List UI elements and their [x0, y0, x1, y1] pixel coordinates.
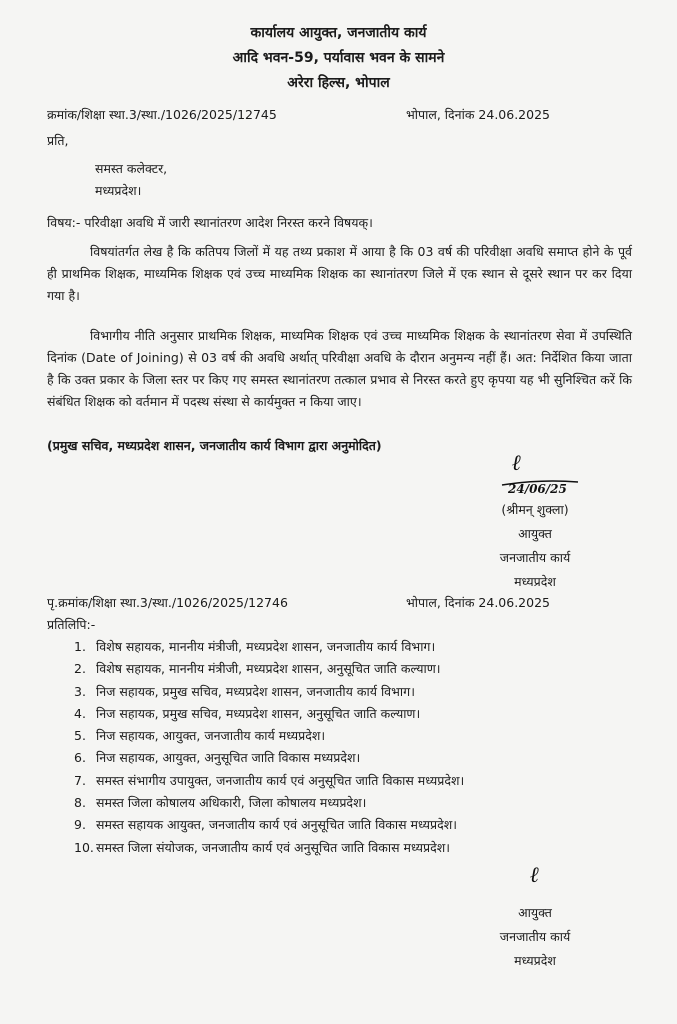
list-item: 1. विशेष सहायक, माननीय मंत्रीजी, मध्यप्रदेश शासन, जनजातीय कार्य विभाग।: [74, 639, 436, 654]
subject-line: विषय:- परिवीक्षा अवधि में जारी स्थानांतरण आदेश निरस्त करने विषयक्।: [47, 215, 373, 230]
endorsement-date: भोपाल, दिनांक 24.06.2025: [406, 595, 550, 610]
copy-to-label: प्रतिलिपि:-: [47, 617, 96, 632]
list-item: 3. निज सहायक, प्रमुख सचिव, मध्यप्रदेश शासन, जनजातीय कार्य विभाग।: [74, 683, 415, 699]
list-item: 7. समस्त संभागीय उपायुक्त, जनजातीय कार्य एवं अनुसूचित जाति विकास मध्यप्रदेश।: [74, 772, 465, 788]
body-paragraph-2: विभागीय नीति अनुसार प्राथमिक शिक्षक, माध्यमिक शिक्षक एवं उच्च माध्यमिक शिक्षक के स्थानांतरण सेवा में उपस्थिति दिनांक (Date of Joining) से 03 वर्ष की अवधि अर्थात् परिवीक्षा अवधि के दौरान अनुमन्य नहीं हैं। अत: निर्देशित किया जाता है कि उक्त प्रकार के जिला स्तर पर किए गए समस्त स्थानांतरण तत्काल प्रभाव से निरस्त करते हुए कृपया यह भी सुनिश्चित करें कि संबंधित शिक्षक को वर्तमान में पदस्थ संस्था से कार्यमुक्त न किया जाए।: [47, 328, 632, 409]
endorsement-number: पृ.क्रमांक/शिक्षा स्था.3/स्था./1026/2025/12746: [47, 595, 288, 610]
office-city: अरेरा हिल्स, भोपाल: [287, 75, 390, 91]
list-item: 4. निज सहायक, प्रमुख सचिव, मध्यप्रदेश शासन, अनुसूचित जाति कल्याण।: [74, 705, 421, 721]
office-title: कार्यालय आयुक्त, जनजातीय कार्य: [250, 25, 427, 41]
approval-note: (प्रमुख सचिव, मध्यप्रदेश शासन, जनजातीय कार्य विभाग द्वारा अनुमोदित): [47, 438, 382, 453]
list-item: 2. विशेष सहायक, माननीय मंत्रीजी, मध्यप्रदेश शासन, अनुसूचित जाति कल्याण।: [74, 661, 441, 677]
reference-number: क्रमांक/शिक्षा स्था.3/स्था./1026/2025/12745: [47, 107, 277, 122]
signatory-block-2: [470, 901, 600, 973]
reference-date: भोपाल, दिनांक 24.06.2025: [406, 107, 550, 122]
signature-underline: [500, 477, 580, 487]
signatory-designation: आयुक्त: [518, 526, 552, 541]
signatory-state: मध्यप्रदेश: [514, 574, 556, 589]
list-item: 9. समस्त सहायक आयुक्त, जनजातीय कार्य एवं अनुसूचित जाति विकास मध्यप्रदेश।: [74, 817, 457, 833]
list-item: 10. समस्त जिला संयोजक, जनजातीय कार्य एवं अनुसूचित जाति विकास मध्यप्रदेश।: [74, 839, 450, 855]
signatory-block-1: [470, 498, 600, 594]
list-item: 8. समस्त जिला कोषालय अधिकारी, जिला कोषालय मध्यप्रदेश।: [74, 795, 367, 811]
signature-mark: ℓ: [512, 450, 522, 476]
list-item: 5. निज सहायक, आयुक्त, जनजातीय कार्य मध्यप्रदेश।: [74, 728, 326, 744]
signatory-department-2: जनजातीय कार्य: [499, 929, 571, 944]
list-item: 6. निज सहायक, आयुक्त, अनुसूचित जाति विकास मध्यप्रदेश।: [74, 750, 361, 766]
office-address: आदि भवन-59, पर्यावास भवन के सामने: [232, 50, 445, 66]
signatory-designation-2: आयुक्त: [518, 905, 552, 920]
addressee-prefix: प्रति,: [47, 133, 69, 148]
signature-date: 24/06/25: [508, 482, 567, 496]
signatory-state-2: मध्यप्रदेश: [514, 953, 556, 968]
addressee-line2: मध्यप्रदेश।: [95, 183, 142, 198]
copy-list: [74, 638, 464, 861]
body-paragraph-1: विषयांतर्गत लेख है कि कतिपय जिलों में यह तथ्य प्रकाश में आया है कि 03 वर्ष की परिवीक्षा अवधि समाप्त होने के पूर्व ही प्राथमिक शिक्षक, माध्यमिक शिक्षक एवं उच्च माध्यमिक शिक्षक का स्थानांतरण जिले में एक स्थान से दूसरे स्थान पर कर दिया गया है।: [47, 244, 632, 303]
signatory-name: (श्रीमन् शुक्ला): [501, 502, 569, 517]
signature-mark-2: ℓ: [530, 862, 540, 888]
signatory-department: जनजातीय कार्य: [499, 550, 571, 565]
addressee-line1: समस्त कलेक्टर,: [95, 161, 168, 176]
